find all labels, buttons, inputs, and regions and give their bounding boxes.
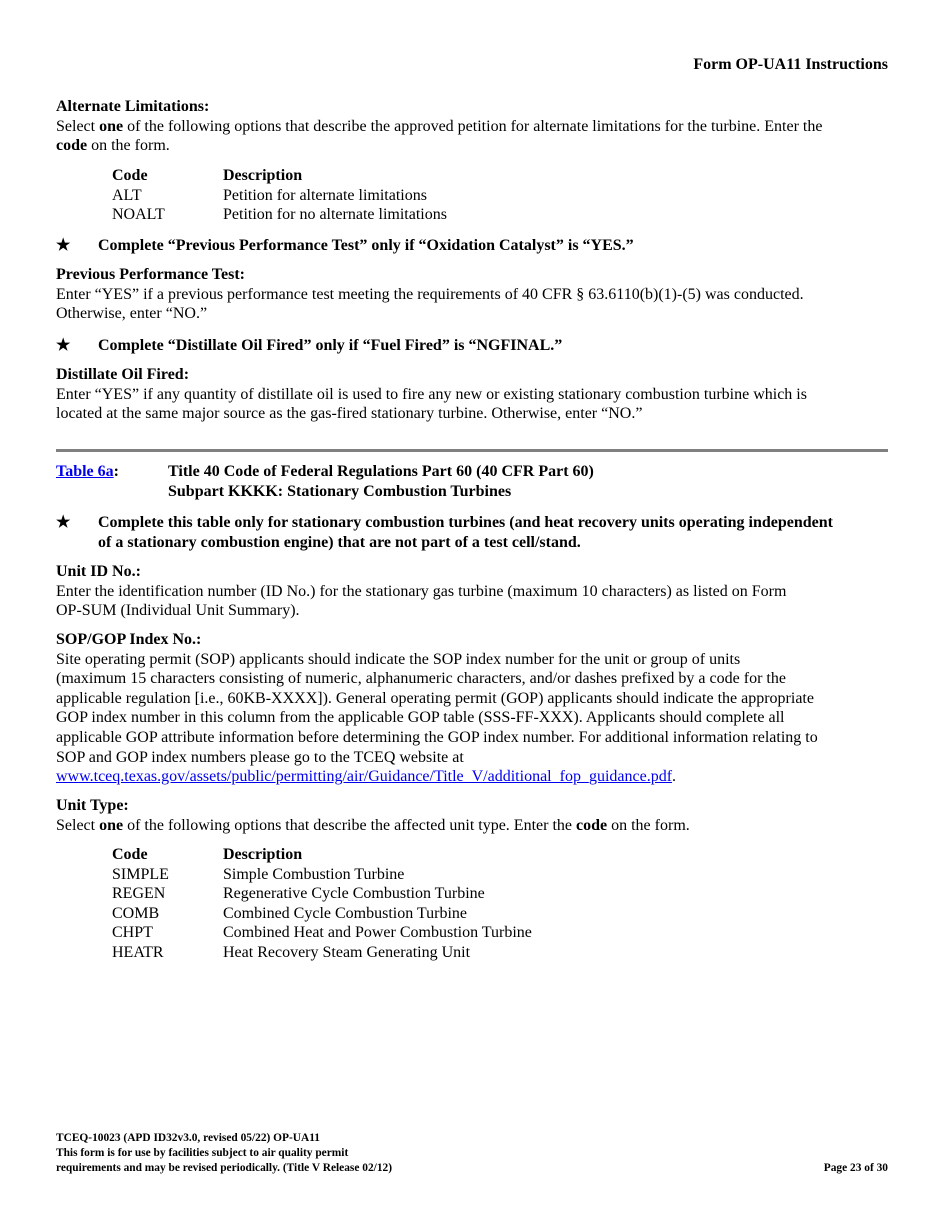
section-heading: Distillate Oil Fired: — [56, 366, 190, 383]
form-footer — [56, 1131, 392, 1176]
star-icon: ★ — [56, 337, 71, 354]
code-cell: SIMPLE — [112, 865, 169, 883]
text: on the form. — [607, 816, 690, 834]
instruction-text — [56, 117, 888, 137]
instruction-text: located at the same major source as the gas-fired stationary turbine. Otherwise, enter “NO.” — [56, 405, 643, 423]
section-heading: Previous Performance Test: — [56, 266, 245, 283]
unit-id-section — [56, 562, 888, 621]
section-heading: Alternate Limitations: — [56, 98, 210, 115]
column-header: Description — [223, 846, 303, 863]
table-header — [112, 166, 447, 186]
code-cell: COMB — [112, 904, 160, 922]
colon: : — [113, 463, 119, 480]
table-header — [112, 845, 532, 865]
star-note-table-scope — [56, 513, 888, 552]
description-cell: Simple Combustion Turbine — [223, 865, 405, 883]
footer-line: TCEQ-10023 (APD ID32v3.0, revised 05/22) OP-UA11 — [56, 1132, 320, 1144]
instruction-text: Enter the identification number (ID No.) for the stationary gas turbine (maximum 10 characters) as listed on Form — [56, 582, 787, 600]
note-text: Complete “Distillate Oil Fired” only if “Fuel Fired” is “NGFINAL.” — [98, 337, 563, 354]
note-line: of a stationary combustion engine) that are not part of a test cell/stand. — [98, 533, 581, 551]
instruction-text: Enter “YES” if any quantity of distillate oil is used to fire any new or existing stationary combustion turbine which is — [56, 385, 807, 403]
unit-type-code-table — [112, 845, 532, 963]
table-row — [112, 884, 532, 904]
code-cell: NOALT — [112, 206, 165, 224]
column-header: Code — [112, 167, 148, 184]
unit-type-section — [56, 796, 888, 835]
previous-performance-test-section — [56, 265, 888, 324]
instruction-text: applicable GOP attribute information before determining the GOP index number. For additional information relating to — [56, 728, 818, 746]
description-cell: Combined Heat and Power Combustion Turbine — [223, 924, 532, 942]
section-divider — [56, 449, 888, 452]
text: on the form. — [87, 137, 170, 155]
code-cell: HEATR — [112, 943, 164, 961]
alt-limits-code-table — [112, 166, 447, 225]
instruction-text — [56, 767, 888, 787]
star-note-previous-test — [56, 236, 888, 256]
code-cell: CHPT — [112, 924, 153, 942]
instruction-text: Site operating permit (SOP) applicants should indicate the SOP index number for the unit or group of units — [56, 650, 741, 668]
table-row — [112, 923, 532, 943]
table-label — [56, 462, 168, 501]
emphasis: one — [99, 117, 124, 135]
emphasis: code — [56, 137, 88, 155]
star-note-distillate — [56, 336, 888, 356]
instruction-text — [56, 816, 888, 836]
note-text: Complete “Previous Performance Test” only if “Oxidation Catalyst” is “YES.” — [98, 237, 634, 254]
table-6a-link[interactable]: Table 6a — [56, 463, 114, 480]
section-heading: Unit ID No.: — [56, 563, 141, 580]
description-cell: Petition for no alternate limitations — [223, 206, 447, 224]
instruction-text: Enter “YES” if a previous performance test meeting the requirements of 40 CFR § 63.6110(b)(1)-(5) was conducted. — [56, 285, 804, 303]
star-icon: ★ — [56, 237, 71, 254]
text: Select — [56, 117, 100, 135]
note-line: Complete this table only for stationary combustion turbines (and heat recovery units operating independent — [98, 514, 833, 531]
instruction-text: OP-SUM (Individual Unit Summary). — [56, 602, 300, 620]
table-6a-heading — [56, 462, 594, 501]
note-text — [98, 513, 833, 552]
footer-line: requirements and may be revised periodically. (Title V Release 02/12) — [56, 1162, 393, 1174]
column-header: Code — [112, 846, 148, 863]
instruction-text: GOP index number in this column from the applicable GOP table (SSS-FF-XXX). Applicants should complete all — [56, 709, 785, 727]
table-row — [112, 865, 532, 885]
text: Select — [56, 816, 100, 834]
instruction-text: SOP and GOP index numbers please go to the TCEQ website at — [56, 748, 464, 766]
text: . — [672, 768, 677, 786]
column-header: Description — [223, 167, 303, 184]
title-line: Subpart KKKK: Stationary Combustion Turbines — [168, 482, 512, 500]
emphasis: one — [99, 816, 124, 834]
table-row — [112, 904, 532, 924]
table-row — [112, 205, 447, 225]
table-row — [112, 943, 532, 963]
alternate-limitations-section — [56, 97, 888, 156]
instruction-text: applicable regulation [i.e., 60KB-XXXX]). General operating permit (GOP) applicants should indicate the appropriate — [56, 689, 814, 707]
sop-gop-section — [56, 630, 888, 787]
code-cell: ALT — [112, 186, 142, 204]
table-row — [112, 186, 447, 206]
section-heading: Unit Type: — [56, 797, 129, 814]
distillate-oil-section — [56, 365, 888, 424]
instruction-text: (maximum 15 characters consisting of numeric, alphanumeric characters, and/or dashes prefixed by a code for the — [56, 670, 786, 688]
tceq-guidance-link[interactable]: www.tceq.texas.gov/assets/public/permitting/air/Guidance/Title_V/additional_fop_guidance.pdf — [56, 768, 673, 786]
text: of the following options that describe the approved petition for alternate limitations for the turbine. Enter the — [123, 117, 823, 135]
title-line: Title 40 Code of Federal Regulations Part 60 (40 CFR Part 60) — [168, 463, 594, 480]
instruction-text: Otherwise, enter “NO.” — [56, 305, 208, 323]
form-title: Form OP-UA11 Instructions — [693, 56, 888, 73]
code-cell: REGEN — [112, 885, 166, 903]
table-title — [168, 462, 594, 501]
description-cell: Petition for alternate limitations — [223, 186, 427, 204]
emphasis: code — [576, 816, 608, 834]
description-cell: Regenerative Cycle Combustion Turbine — [223, 885, 485, 903]
footer-line: This form is for use by facilities subject to air quality permit — [56, 1147, 349, 1159]
star-icon: ★ — [56, 514, 71, 531]
description-cell: Heat Recovery Steam Generating Unit — [223, 943, 471, 961]
section-heading: SOP/GOP Index No.: — [56, 631, 202, 648]
page-number: Page 23 of 30 — [823, 1162, 888, 1174]
instruction-text — [56, 136, 888, 156]
text: of the following options that describe the affected unit type. Enter the — [123, 816, 576, 834]
description-cell: Combined Cycle Combustion Turbine — [223, 904, 468, 922]
